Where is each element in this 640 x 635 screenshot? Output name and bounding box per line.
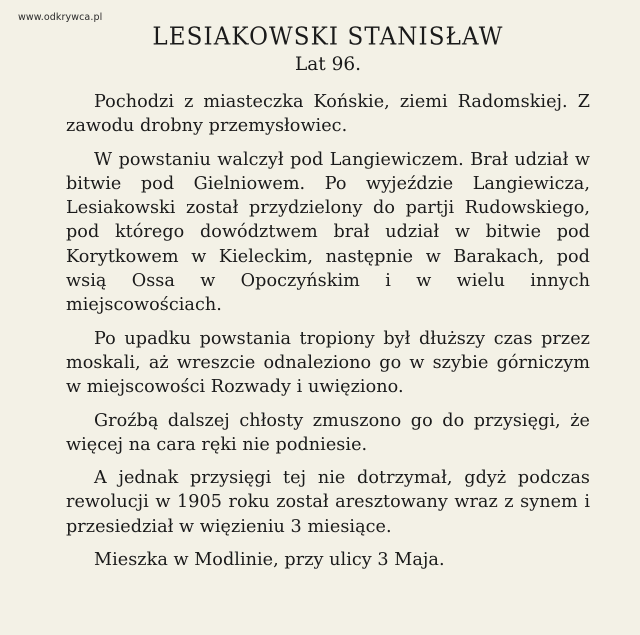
watermark: www.odkrywca.pl [18,12,103,23]
document-body [66,90,590,572]
document-title: LESIAKOWSKI STANISŁAW [152,23,504,51]
document-subtitle: Lat 96. [294,54,362,75]
paragraph-residence: Mieszka w Modlinie, przy ulicy 3 Maja. [94,550,445,571]
document-page [66,22,590,581]
paragraph-origin: Pochodzi z miasteczka Końskie, ziemi Radomskiej. Z zawodu drobny przemysłowiec. [66,92,590,137]
paragraph-after-uprising: Po upadku powstania tropiony był dłuższy czas przez moskali, aż wreszcie odnaleziono go w szybie górniczym w miejscowości Rozwady i uwięziono. [66,328,590,398]
paragraph-oath: Groźbą dalszej chłosty zmuszono go do przysięgi, że więcej na cara ręki nie podniesie. [66,410,590,455]
paragraph-uprising: W powstaniu walczył pod Langiewiczem. Brał udział w bitwie pod Gielniowem. Po wyjeździe Langiewicza, Lesiakowski został przydzielony do partji Rudowskiego, pod którego dowództwem brał udział w bitwie pod Korytkowem w Kieleckim, następnie w Barakach, pod wsią Ossa w Opoczyńskim i w wielu innych miejscowościach. [66,149,590,316]
paragraph-1905: A jednak przysięgi tej nie dotrzymał, gdyż podczas rewolucji w 1905 roku został aresztowany wraz z synem i przesiedział w więzieniu 3 miesiące. [66,468,590,537]
